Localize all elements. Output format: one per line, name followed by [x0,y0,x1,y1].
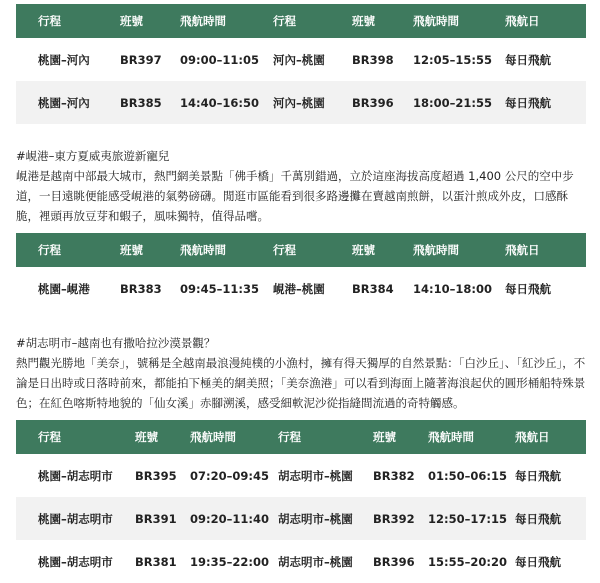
flight-table-hcmc [16,420,586,583]
table-cell: 09:45–11:35 [180,281,259,296]
table-cell: BR392 [373,511,415,526]
flight-table-hanoi [16,4,586,124]
table-cell: BR381 [135,554,177,569]
table-cell: 09:20–11:40 [190,511,269,526]
table-cell: 桃園–胡志明市 [38,511,113,526]
table-cell: 09:00–11:05 [180,52,259,67]
table-cell: 18:00–21:55 [413,95,492,110]
column-header: 飛航時間 [413,14,459,28]
section-hcmc [16,333,586,413]
column-header: 飛航日 [515,430,550,444]
table-cell: 01:50–06:15 [428,468,507,483]
table-cell: 桃園–胡志明市 [38,554,113,569]
table-cell: BR395 [135,468,177,483]
section-heading: #峴港–東方夏威夷旅遊新寵兒 [16,149,170,163]
column-header: 班號 [352,14,375,28]
table-cell: BR396 [373,554,415,569]
table-cell: 峴港–桃園 [273,281,325,296]
column-header: 飛航時間 [180,14,226,28]
table-row [16,38,586,81]
table-cell: 胡志明市–桃園 [278,511,353,526]
table-cell: 桃園–峴港 [38,281,90,296]
column-header: 班號 [120,243,143,257]
table-cell: 07:20–09:45 [190,468,269,483]
table-cell: BR385 [120,95,162,110]
table-cell: 每日飛航 [515,468,561,483]
table-cell: 桃園–河內 [38,95,90,110]
column-header: 飛航日 [505,243,540,257]
table-cell: 14:40–16:50 [180,95,259,110]
table-row [16,267,586,310]
table-cell: 桃園–胡志明市 [38,468,113,483]
table-cell: 12:50–17:15 [428,511,507,526]
section-danang [16,146,586,226]
table-cell: 12:05–15:55 [413,52,492,67]
table-header [16,420,586,454]
table-cell: 15:55–20:20 [428,554,507,569]
column-header: 班號 [120,14,143,28]
table-row [16,540,586,583]
table-cell: BR397 [120,52,162,67]
table-cell: BR382 [373,468,415,483]
column-header: 班號 [135,430,158,444]
column-header: 行程 [273,14,296,28]
section-body: 熱門觀光勝地「美奈」，號稱是全越南最浪漫純樸的小漁村，擁有得天獨厚的自然景點：「白沙丘」、「紅沙丘」，不論是日出時或日落時前來，都能拍下極美的網美照；「美奈漁港」可以看到海面上隨著海浪起伏的圓形桶船特殊景色；在紅色喀斯特地貌的「仙女溪」赤腳溯溪，感受細軟泥沙從指縫間流過的奇特觸感。 [16,356,586,410]
column-header: 飛航日 [505,14,540,28]
table-cell: BR384 [352,281,394,296]
table-cell: 每日飛航 [505,95,551,110]
table-row [16,497,586,540]
table-cell: 河內–桃園 [273,95,325,110]
table-header [16,233,586,267]
column-header: 飛航時間 [180,243,226,257]
column-header: 行程 [273,243,296,257]
table-cell: 胡志明市–桃園 [278,468,353,483]
section-heading: #胡志明市–越南也有撒哈拉沙漠景觀？ [16,336,216,350]
column-header: 行程 [38,243,61,257]
table-cell: 河內–桃園 [273,52,325,67]
column-header: 班號 [352,243,375,257]
table-cell: BR398 [352,52,394,67]
table-cell: BR391 [135,511,177,526]
table-cell: 胡志明市–桃園 [278,554,353,569]
column-header: 飛航時間 [413,243,459,257]
table-row [16,81,586,124]
table-cell: BR396 [352,95,394,110]
table-cell: 每日飛航 [515,511,561,526]
table-cell: BR383 [120,281,162,296]
column-header: 飛航時間 [190,430,236,444]
section-body: 峴港是越南中部最大城市，熱門網美景點「佛手橋」千萬別錯過，立於這座海拔高度超過 1,400 公尺的空中步道，一目遠眺便能感受峴港的氣勢磅礴。閒逛市區能看到很多路邊攤在賣越南煎餅，以蛋汁煎成外皮，口感酥脆，裡頭再放豆芽和蝦子，風味獨特，值得品嚐。 [16,169,574,223]
table-cell: 每日飛航 [505,52,551,67]
column-header: 班號 [373,430,396,444]
column-header: 飛航時間 [428,430,474,444]
table-cell: 19:35–22:00 [190,554,269,569]
column-header: 行程 [38,430,61,444]
table-header [16,4,586,38]
column-header: 行程 [278,430,301,444]
table-cell: 每日飛航 [515,554,561,569]
table-cell: 每日飛航 [505,281,551,296]
table-cell: 桃園–河內 [38,52,90,67]
table-cell: 14:10–18:00 [413,281,492,296]
table-row [16,454,586,497]
flight-table-danang [16,233,586,310]
column-header: 行程 [38,14,61,28]
